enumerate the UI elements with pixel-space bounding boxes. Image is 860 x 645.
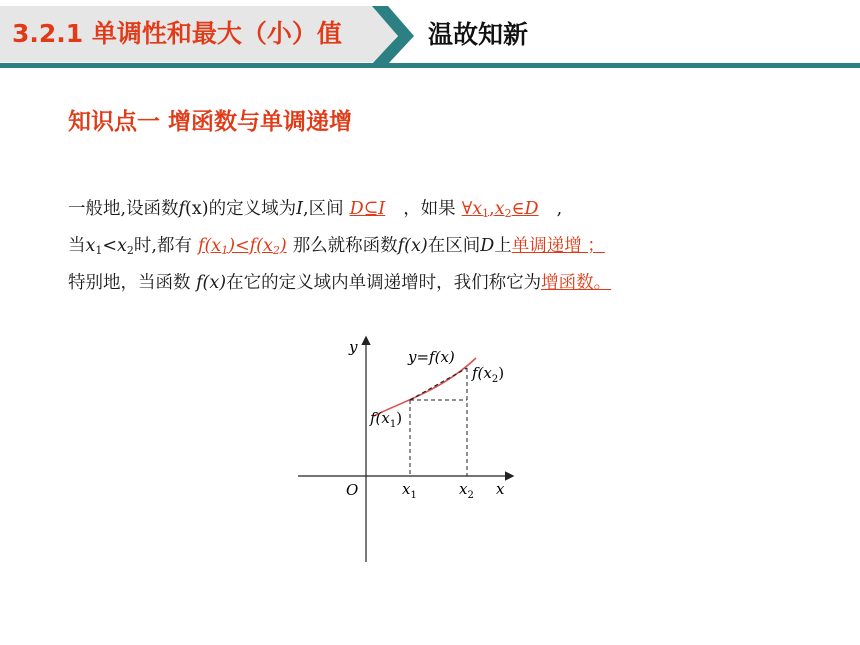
answer-blank-inequality: $f(x_1)<f(x_2)$ (198, 236, 287, 257)
text: 那么就称函数 (292, 236, 398, 256)
text: 一般地,设函数 (68, 199, 179, 219)
text: , (556, 199, 563, 219)
definition-line-2: 当$x_1<x_2$时,都有 $f(x_1)<f(x_2)$ 那么就称函数f(x)在区间D上单调递增 ； (68, 234, 619, 263)
text: 当 (68, 236, 86, 256)
text: 的定义域为 (208, 199, 297, 219)
text: ,区间 (303, 199, 344, 219)
section-subtitle: 温故知新 (428, 20, 529, 49)
origin-label: O (346, 481, 359, 499)
math-f: f (178, 199, 186, 219)
text: 上 (494, 236, 512, 256)
f-x1-label: $f(x_1)$ (370, 409, 403, 430)
curve-label: y=f(x) (408, 348, 455, 366)
answer-blank-interval: D⊆I (349, 199, 386, 219)
text: 特别地，当函数 (68, 273, 197, 293)
knowledge-point-title: 知识点一 增函数与单调递增 (68, 109, 353, 135)
math-x: (x) (185, 199, 209, 219)
x-axis-label: x (496, 480, 505, 498)
text: 在它的定义域内单调递增时，我们称它为 (226, 273, 542, 293)
answer-blank-increasing-function: 增函数。 (541, 273, 612, 293)
text: 时,都有 (133, 236, 192, 256)
x1-label: $x_1$ (402, 480, 417, 501)
x2-label: $x_2$ (459, 480, 474, 501)
text: ，如果 (403, 199, 456, 219)
curve-f (374, 358, 476, 416)
definition-line-3: 特别地，当函数 f(x)在它的定义域内单调递增时，我们称它为增函数。 (68, 271, 617, 295)
y-axis-label: y (349, 338, 358, 356)
answer-blank-monotone: 单调递增 ； (511, 236, 605, 256)
math-I: I (296, 199, 303, 219)
f-x2-label: $f(x_2)$ (472, 364, 505, 385)
answer-blank-forall: $\forall x_1,x_2\in D$ (461, 199, 539, 220)
text: 在区间 (427, 236, 481, 256)
section-title: 3.2.1 单调性和最大（小）值 (12, 19, 342, 48)
